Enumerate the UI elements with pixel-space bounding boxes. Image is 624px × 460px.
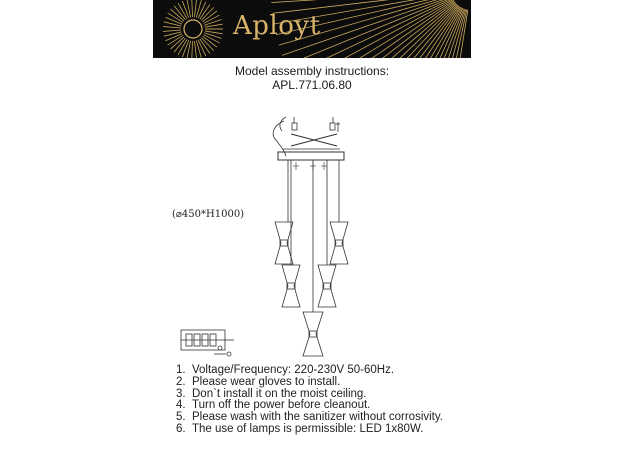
- model-number: APL.771.06.80: [272, 78, 352, 92]
- document-title: Model assembly instructions:: [234, 64, 390, 78]
- instructions-list: [176, 365, 443, 436]
- list-item: 4. Turn off the power before cleanout.: [176, 399, 371, 412]
- list-item: 5. Please wash with the sanitizer without corrosivity.: [176, 411, 443, 424]
- list-item: 2. Please wear gloves to install.: [176, 375, 341, 388]
- list-item: 1. Voltage/Frequency: 220-230V 50-60Hz.: [176, 364, 395, 376]
- list-item: 6. The use of lamps is permissible: LED 1x80W.: [176, 422, 424, 435]
- list-item: 3. Don`t install it on the moist ceiling.: [176, 387, 367, 400]
- dimension-label: (⌀450*H1000): [172, 209, 245, 220]
- brand-logo: Aployt: [233, 11, 321, 41]
- terminal-block-icon: [181, 330, 234, 356]
